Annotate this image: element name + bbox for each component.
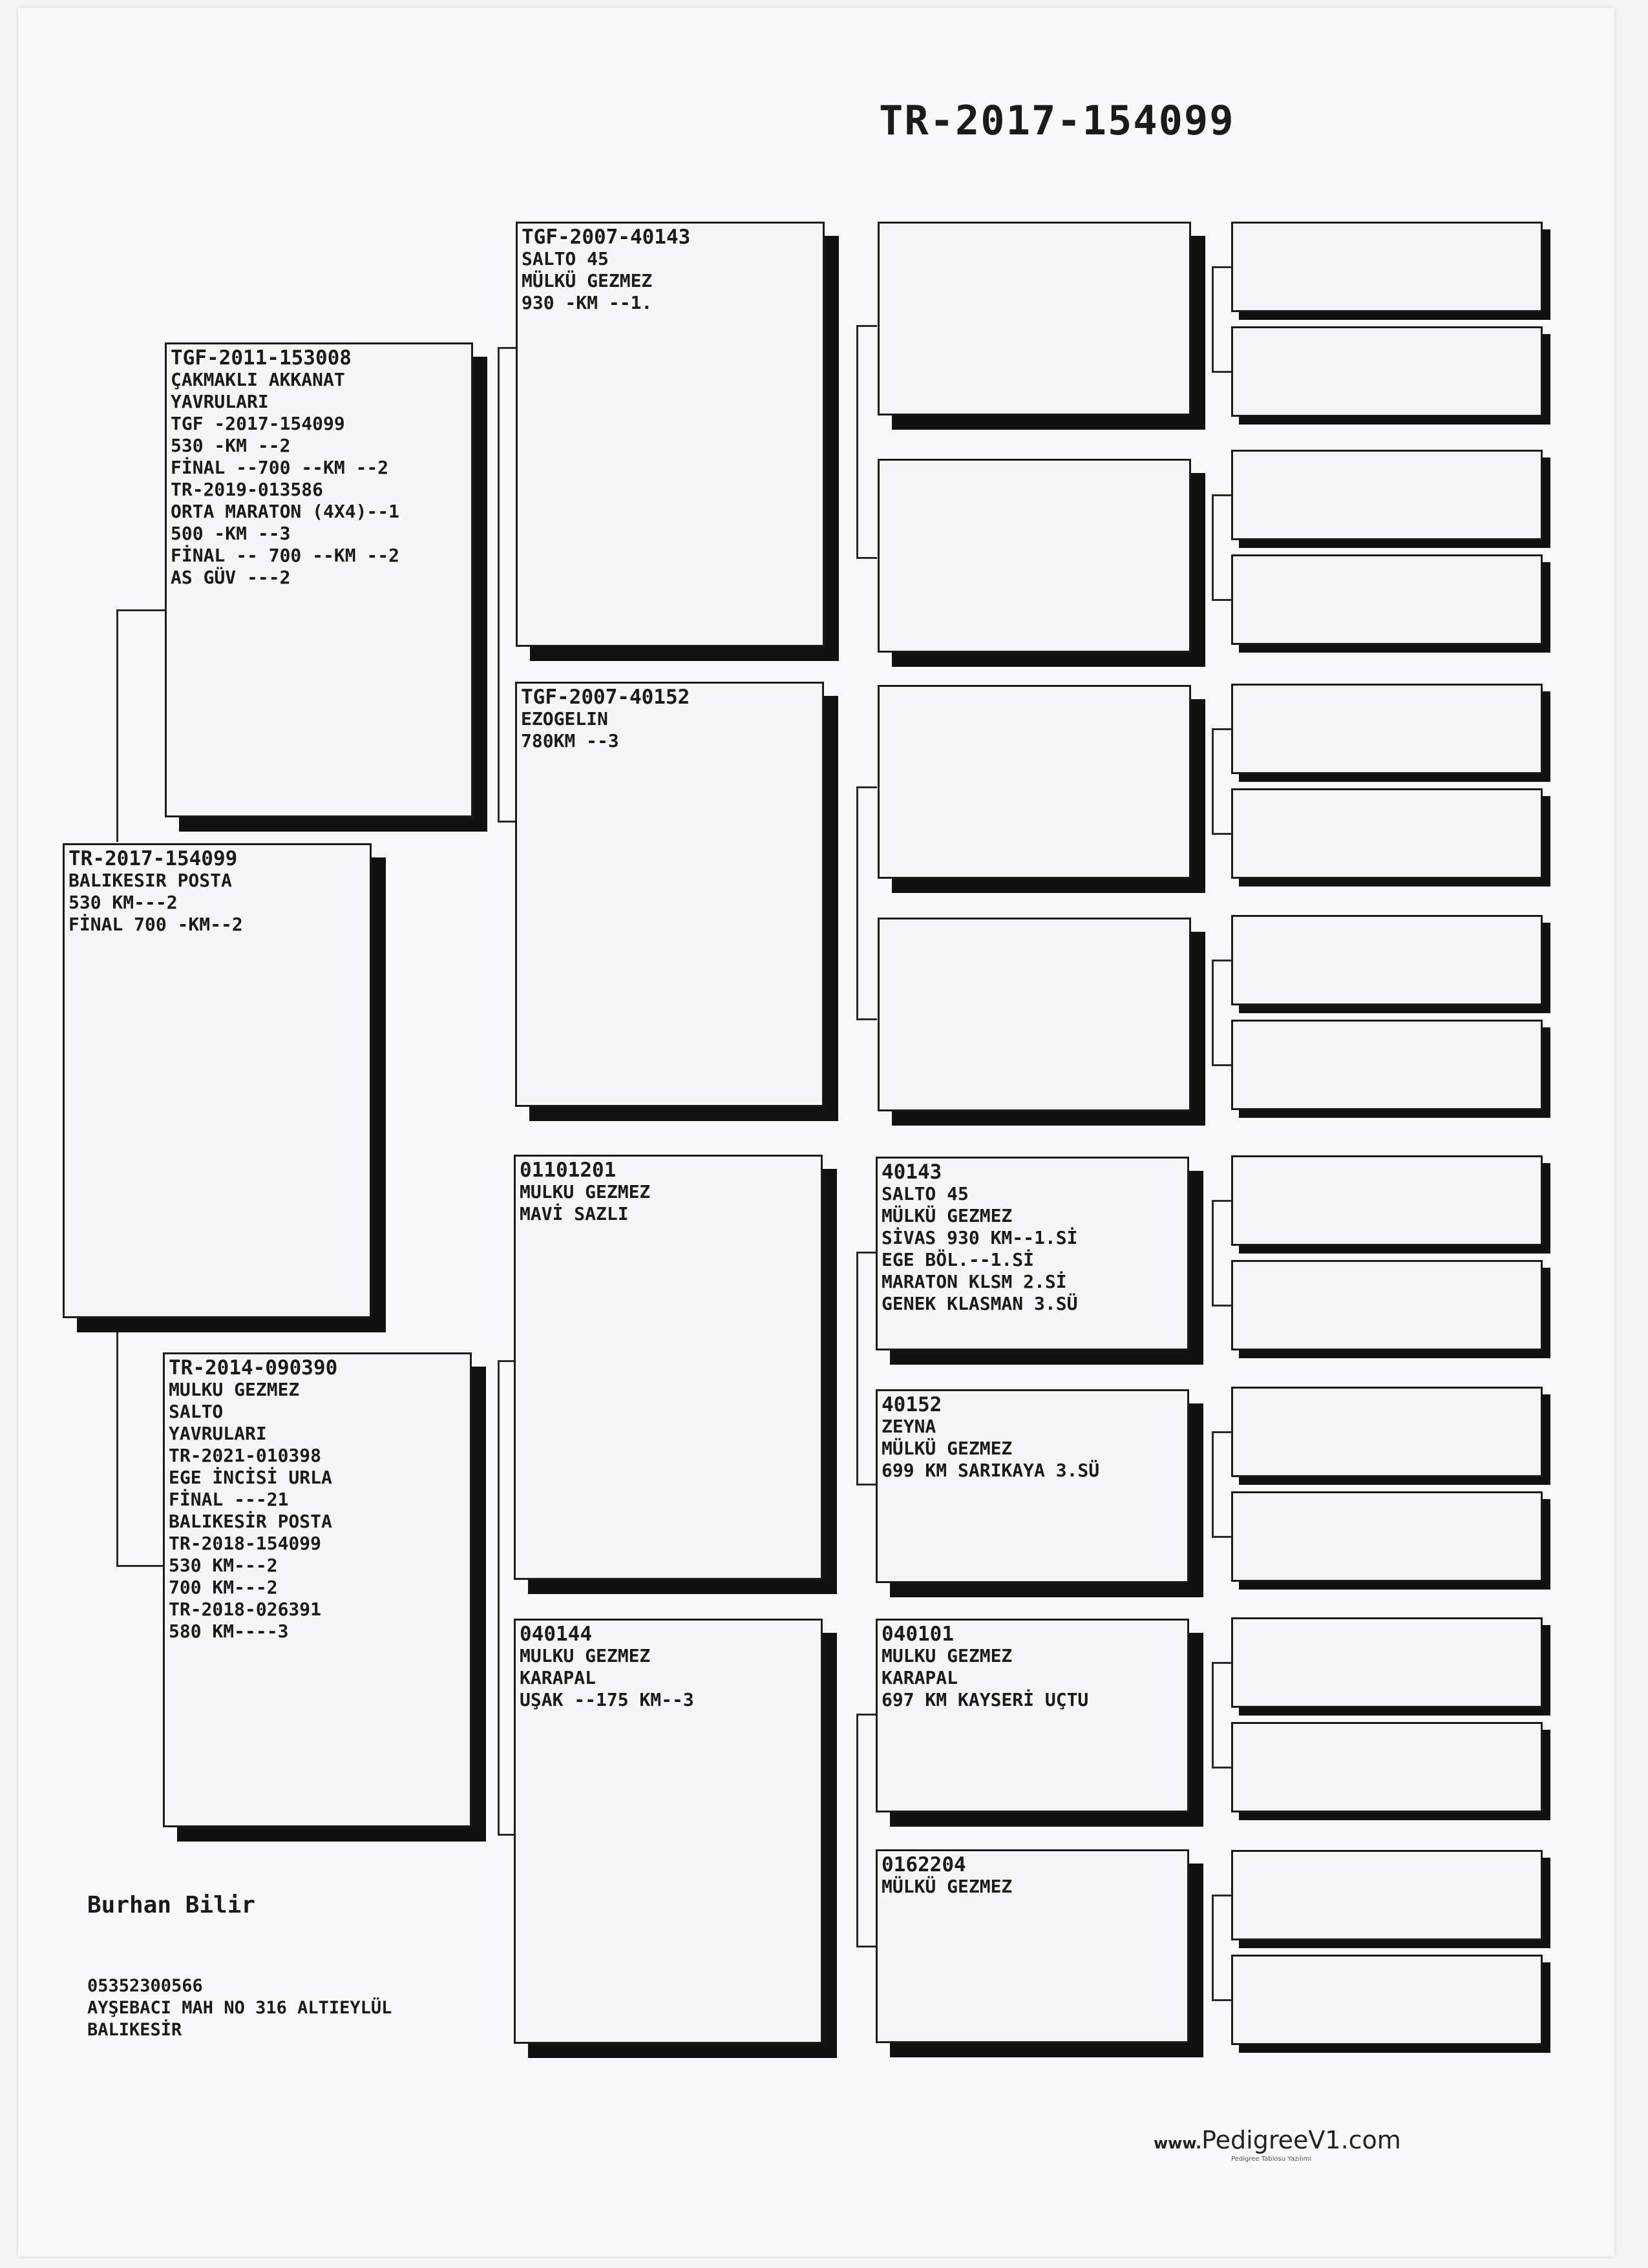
ancestor-card-empty — [1231, 326, 1543, 417]
ancestor-card-empty — [1231, 1722, 1543, 1812]
card-line: AS GÜV ---2 — [171, 567, 291, 588]
card-line: FİNAL -- 700 --KM --2 — [171, 545, 400, 566]
logo-www: www. — [1154, 2134, 1202, 2152]
card-line: BALIKESİR POSTA — [169, 1511, 332, 1532]
connector — [498, 347, 517, 349]
owner-address: AYŞEBACI MAH NO 316 ALTIEYLÜL — [87, 1998, 392, 2018]
logo-brand: PedigreeV1 — [1201, 2126, 1341, 2154]
card-line: EZOGELIN — [521, 708, 608, 730]
card-line: YAVRULARI — [171, 391, 269, 412]
connector — [856, 1714, 877, 1716]
connector — [1212, 494, 1214, 601]
grandparent-card — [515, 682, 824, 1107]
card-line: KARAPAL — [882, 1667, 958, 1688]
ancestor-card-empty — [1231, 450, 1543, 540]
owner-city: BALIKESİR — [87, 2020, 182, 2040]
connector — [498, 347, 500, 822]
logo-tagline: Pedigree Tablosu Yazılımı — [1231, 2156, 1312, 2163]
card-line: FİNAL --700 --KM --2 — [171, 457, 389, 478]
connector — [1212, 1999, 1231, 2001]
card-line: YAVRULARI — [169, 1423, 267, 1444]
ring-number: TGF-2011-153008 — [171, 346, 352, 370]
great-grandparent-card — [878, 918, 1191, 1111]
logo-tld: .com — [1340, 2126, 1401, 2154]
card-line: FİNAL 700 -KM--2 — [69, 914, 243, 935]
card-line: MULKU GEZMEZ — [520, 1645, 651, 1666]
card-line: MARATON KLSM 2.Sİ — [882, 1271, 1067, 1292]
card-line: MULKU GEZMEZ — [520, 1181, 651, 1202]
connector — [116, 1331, 118, 1567]
ring-number: TGF-2007-40143 — [522, 226, 691, 249]
ancestor-card-empty — [1231, 1850, 1543, 1940]
ancestor-card-empty — [1231, 1155, 1543, 1246]
ancestor-card-empty — [1231, 1387, 1543, 1477]
card-line: MÜLKÜ GEZMEZ — [882, 1205, 1013, 1226]
grandparent-card — [516, 222, 825, 647]
ring-number: TR-2017-154099 — [69, 847, 238, 870]
great-grandparent-card — [878, 685, 1191, 879]
connector — [856, 325, 877, 327]
card-line: MULKU GEZMEZ — [169, 1379, 300, 1400]
grandparent-card — [514, 1619, 823, 2044]
connector — [1212, 1305, 1231, 1307]
ancestor-card-empty — [1231, 1955, 1543, 2045]
connector — [1212, 1895, 1231, 1896]
card-line: 699 KM SARIKAYA 3.SÜ — [882, 1460, 1100, 1481]
card-line: SALTO 45 — [882, 1183, 969, 1204]
card-line: SALTO 45 — [522, 248, 609, 269]
card-line: FİNAL ---21 — [169, 1489, 289, 1510]
connector — [1212, 728, 1231, 730]
ring-number: 40152 — [882, 1393, 942, 1416]
connector — [856, 1252, 858, 1486]
ring-number: 0162204 — [882, 1853, 966, 1876]
card-line: TR-2018-026391 — [169, 1599, 322, 1620]
owner-phone: 05352300566 — [87, 1976, 203, 1996]
ring-number: TR-2014-090390 — [169, 1356, 338, 1380]
connector — [1212, 1662, 1214, 1769]
card-line: SİVAS 930 KM--1.Sİ — [882, 1227, 1078, 1248]
pedigree-logo — [1154, 2126, 1401, 2163]
card-line: BALIKESIR POSTA — [69, 870, 232, 891]
connector — [1212, 266, 1214, 373]
connector — [1212, 266, 1231, 268]
great-grandparent-card — [876, 1389, 1189, 1583]
connector — [1212, 1431, 1231, 1433]
connector — [116, 1565, 165, 1567]
ring-number: 01101201 — [520, 1159, 617, 1182]
connector — [856, 1946, 877, 1948]
ancestor-card-empty — [1231, 915, 1543, 1005]
connector — [1212, 494, 1231, 496]
ancestor-card-empty — [1231, 554, 1543, 645]
dam-card — [163, 1352, 472, 1827]
ancestor-card-empty — [1231, 1260, 1543, 1350]
card-line: TGF -2017-154099 — [171, 413, 345, 434]
connector — [1212, 1064, 1231, 1066]
card-line: 780KM --3 — [521, 730, 619, 751]
card-line: SALTO — [169, 1401, 224, 1422]
card-line: MÜLKÜ GEZMEZ — [882, 1438, 1013, 1459]
ring-number: 40143 — [882, 1160, 942, 1184]
card-line: MÜLKÜ GEZMEZ — [882, 1876, 1013, 1897]
ancestor-card-empty — [1231, 788, 1543, 879]
card-line: TR-2018-154099 — [169, 1533, 322, 1554]
owner-contact — [87, 1975, 392, 2041]
connector — [1212, 1431, 1214, 1538]
ancestor-card-empty — [1231, 222, 1543, 312]
connector — [1212, 1200, 1231, 1202]
card-line: 530 KM---2 — [69, 892, 178, 913]
card-line: ÇAKMAKLI AKKANAT — [171, 369, 345, 390]
connector — [856, 1252, 877, 1254]
card-line: 500 -KM --3 — [171, 523, 291, 544]
ancestor-card-empty — [1231, 1491, 1543, 1582]
connector — [1212, 599, 1231, 601]
great-grandparent-card — [876, 1849, 1189, 2043]
connector — [1212, 371, 1231, 373]
card-line: EGE BÖL.--1.Sİ — [882, 1249, 1035, 1270]
card-line: ORTA MARATON (4X4)--1 — [171, 501, 400, 522]
connector — [856, 325, 858, 559]
bird-card — [63, 843, 372, 1318]
card-line: 580 KM----3 — [169, 1621, 289, 1642]
ancestor-card-empty — [1231, 1617, 1543, 1708]
connector — [1212, 1536, 1231, 1538]
great-grandparent-card — [876, 1619, 1189, 1812]
connector — [1212, 1662, 1231, 1664]
card-line: MAVİ SAZLI — [520, 1203, 629, 1224]
card-line: 930 -KM --1. — [522, 292, 653, 313]
connector — [1212, 1895, 1214, 2001]
connector — [116, 609, 118, 842]
connector — [856, 786, 858, 1020]
owner-name: Burhan Bilir — [87, 1892, 256, 1918]
ancestor-card-empty — [1231, 1020, 1543, 1110]
card-line: 700 KM---2 — [169, 1577, 278, 1598]
card-line: KARAPAL — [520, 1667, 597, 1688]
ancestor-card-empty — [1231, 684, 1543, 774]
ring-number: 040144 — [520, 1622, 592, 1646]
ring-number: 040101 — [882, 1622, 954, 1646]
connector — [1212, 728, 1214, 835]
great-grandparent-card — [876, 1157, 1189, 1350]
card-line: EGE İNCİSİ URLA — [169, 1467, 332, 1488]
connector — [1212, 833, 1231, 835]
connector — [498, 821, 517, 823]
connector — [116, 609, 165, 611]
card-line: 530 -KM --2 — [171, 435, 291, 456]
connector — [1212, 1767, 1231, 1769]
great-grandparent-card — [878, 222, 1191, 415]
connector — [856, 557, 877, 559]
connector — [856, 1714, 858, 1948]
card-line: UŞAK --175 KM--3 — [520, 1689, 694, 1710]
card-line: ZEYNA — [882, 1416, 936, 1437]
card-line: 530 KM---2 — [169, 1555, 278, 1576]
connector — [1212, 960, 1214, 1066]
great-grandparent-card — [878, 459, 1191, 653]
sire-card — [165, 342, 473, 817]
connector — [498, 1360, 500, 1835]
connector — [856, 786, 877, 788]
card-line: TR-2021-010398 — [169, 1445, 322, 1466]
card-line: MULKU GEZMEZ — [882, 1645, 1013, 1666]
connector — [1212, 1200, 1214, 1307]
card-line: 697 KM KAYSERİ UÇTU — [882, 1689, 1089, 1710]
card-line: GENEK KLASMAN 3.SÜ — [882, 1293, 1078, 1314]
card-line: MÜLKÜ GEZMEZ — [522, 270, 653, 291]
card-line: TR-2019-013586 — [171, 479, 324, 500]
connector — [1212, 960, 1231, 961]
grandparent-card — [514, 1155, 823, 1580]
connector — [856, 1484, 877, 1486]
connector — [856, 1018, 877, 1020]
ring-number: TGF-2007-40152 — [521, 686, 690, 709]
page-title: TR-2017-154099 — [879, 97, 1235, 144]
